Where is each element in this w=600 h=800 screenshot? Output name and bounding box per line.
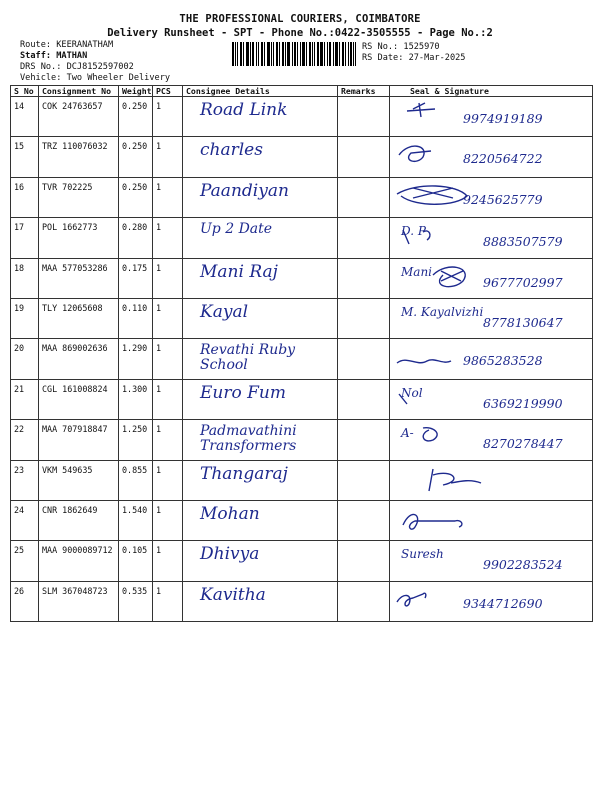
consignment-number: POL 1662773: [39, 218, 119, 258]
consignee-name-handwritten: Revathi Ruby School: [200, 342, 296, 374]
table-row: [11, 258, 593, 298]
consignee-details: [183, 97, 338, 137]
consignment-number: TRZ 110076032: [39, 137, 119, 177]
weight-value: 0.105: [119, 541, 153, 581]
weight-value: 0.175: [119, 258, 153, 298]
route-label: Route: KEERANATHAM: [20, 40, 114, 50]
remarks-cell: [338, 339, 390, 379]
consignee-details: [183, 258, 338, 298]
pieces-count: 1: [153, 500, 183, 540]
weight-value: 0.250: [119, 137, 153, 177]
remarks-cell: [338, 541, 390, 581]
consignee-details: [183, 218, 338, 258]
table-row: [11, 460, 593, 500]
consignee-details: [183, 339, 338, 379]
serial-number: 21: [11, 379, 39, 419]
runsheet-table: [10, 85, 593, 622]
consignment-number: SLM 367048723: [39, 581, 119, 621]
weight-value: 0.110: [119, 298, 153, 338]
consignment-number: MAA 869002636: [39, 339, 119, 379]
pieces-count: 1: [153, 339, 183, 379]
phone-handwritten: 8270278447: [483, 436, 563, 452]
consignee-name-handwritten: Up 2 Date: [200, 221, 273, 238]
pieces-count: 1: [153, 177, 183, 217]
seal-signature-cell: [390, 218, 593, 258]
seal-signature-cell: [390, 541, 593, 581]
serial-number: 19: [11, 298, 39, 338]
phone-handwritten: 9974919189: [463, 111, 543, 126]
consignee-name-handwritten: Padmavathini Transformers: [200, 423, 297, 455]
col-header-signature: Seal & Signature: [390, 86, 593, 97]
remarks-cell: [338, 500, 390, 540]
table-row: [11, 420, 593, 460]
phone-handwritten: 8883507579: [483, 234, 563, 250]
signature-scribble-icon: [393, 505, 593, 539]
seal-signature-cell: [390, 420, 593, 460]
serial-number: 22: [11, 420, 39, 460]
consignment-number: COK 24763657: [39, 97, 119, 137]
table-row: [11, 541, 593, 581]
phone-handwritten: 8220564722: [463, 151, 543, 167]
consignment-number: TLY 12065608: [39, 298, 119, 338]
signer-name-handwritten: Nol: [401, 385, 423, 400]
vehicle-label: Vehicle: Two Wheeler Delivery: [20, 73, 171, 83]
pieces-count: 1: [153, 581, 183, 621]
seal-signature-cell: [390, 460, 593, 500]
phone-handwritten: 9344712690: [463, 595, 543, 611]
weight-value: 1.300: [119, 379, 153, 419]
signature-scribble-icon: [393, 465, 593, 499]
table-row: [11, 298, 593, 338]
consignee-name-handwritten: Dhivya: [200, 544, 260, 565]
remarks-cell: [338, 177, 390, 217]
weight-value: 0.855: [119, 460, 153, 500]
seal-signature-cell: [390, 298, 593, 338]
consignee-details: [183, 541, 338, 581]
table-row: [11, 97, 593, 137]
rs-number: RS No.: 1525970: [362, 42, 440, 52]
pieces-count: 1: [153, 137, 183, 177]
signer-name-handwritten: D. P: [401, 224, 426, 239]
consignment-number: MAA 707918847: [39, 420, 119, 460]
pieces-count: 1: [153, 258, 183, 298]
consignee-details: [183, 460, 338, 500]
col-header-consignee: Consignee Details: [183, 86, 338, 97]
table-row: [11, 500, 593, 540]
table-row: [11, 379, 593, 419]
consignee-details: [183, 379, 338, 419]
seal-signature-cell: [390, 339, 593, 379]
pieces-count: 1: [153, 97, 183, 137]
remarks-cell: [338, 581, 390, 621]
signer-name-handwritten: A-: [401, 426, 414, 441]
serial-number: 20: [11, 339, 39, 379]
serial-number: 14: [11, 97, 39, 137]
signer-name-handwritten: Suresh: [401, 547, 444, 562]
remarks-cell: [338, 460, 390, 500]
table-row: [11, 137, 593, 177]
consignment-number: TVR 702225: [39, 177, 119, 217]
pieces-count: 1: [153, 541, 183, 581]
consignment-number: MAA 9000089712: [39, 541, 119, 581]
runsheet-subtitle: Delivery Runsheet - SPT - Phone No.:0422-3505555 - Page No.:2: [107, 27, 493, 39]
company-title: THE PROFESSIONAL COURIERS, COIMBATORE: [179, 13, 421, 25]
table-row: [11, 339, 593, 379]
serial-number: 17: [11, 218, 39, 258]
staff-label: Staff: MATHAN: [20, 51, 88, 61]
serial-number: 16: [11, 177, 39, 217]
phone-handwritten: 9865283528: [463, 353, 543, 369]
signer-name-handwritten: M. Kayalvizhi: [401, 304, 484, 319]
consignee-name-handwritten: Mohan: [200, 503, 260, 524]
seal-signature-cell: [390, 500, 593, 540]
phone-handwritten: 9677702997: [483, 274, 563, 290]
phone-handwritten: 9245625779: [463, 191, 543, 207]
serial-number: 15: [11, 137, 39, 177]
table-row: [11, 218, 593, 258]
consignee-name-handwritten: Kayal: [200, 301, 249, 322]
col-header-weight: Weight: [119, 86, 153, 97]
remarks-cell: [338, 137, 390, 177]
weight-value: 0.535: [119, 581, 153, 621]
serial-number: 25: [11, 541, 39, 581]
weight-value: 1.250: [119, 420, 153, 460]
seal-signature-cell: [390, 258, 593, 298]
remarks-cell: [338, 97, 390, 137]
signer-name-handwritten: Mani: [401, 264, 433, 279]
pieces-count: 1: [153, 420, 183, 460]
weight-value: 0.250: [119, 97, 153, 137]
serial-number: 18: [11, 258, 39, 298]
consignment-number: CGL 161008824: [39, 379, 119, 419]
table-row: [11, 581, 593, 621]
consignment-number: CNR 1862649: [39, 500, 119, 540]
consignee-name-handwritten: charles: [200, 140, 263, 161]
consignee-details: [183, 420, 338, 460]
col-header-pcs: PCS: [153, 86, 183, 97]
phone-handwritten: 8778130647: [483, 314, 563, 330]
col-header-sno: S No: [11, 86, 39, 97]
phone-handwritten: 9902283524: [483, 557, 563, 573]
serial-number: 26: [11, 581, 39, 621]
consignee-details: [183, 298, 338, 338]
pieces-count: 1: [153, 298, 183, 338]
barcode-image: [232, 42, 356, 66]
serial-number: 24: [11, 500, 39, 540]
table-row: [11, 177, 593, 217]
pieces-count: 1: [153, 379, 183, 419]
remarks-cell: [338, 218, 390, 258]
table-header-row: [11, 86, 593, 97]
pieces-count: 1: [153, 460, 183, 500]
remarks-cell: [338, 258, 390, 298]
phone-handwritten: 6369219990: [483, 395, 563, 411]
seal-signature-cell: [390, 581, 593, 621]
seal-signature-cell: [390, 379, 593, 419]
seal-signature-cell: [390, 137, 593, 177]
remarks-cell: [338, 298, 390, 338]
drs-label: DRS No.: DCJ8152597002: [20, 62, 134, 72]
weight-value: 1.290: [119, 339, 153, 379]
consignee-name-handwritten: Mani Raj: [200, 261, 278, 282]
consignee-details: [183, 177, 338, 217]
serial-number: 23: [11, 460, 39, 500]
rs-date: RS Date: 27-Mar-2025: [362, 53, 466, 63]
consignee-name-handwritten: Road Link: [200, 100, 288, 120]
remarks-cell: [338, 420, 390, 460]
weight-value: 1.540: [119, 500, 153, 540]
weight-value: 0.280: [119, 218, 153, 258]
consignee-name-handwritten: Thangaraj: [200, 463, 288, 484]
consignment-number: VKM 549635: [39, 460, 119, 500]
col-header-remarks: Remarks: [338, 86, 390, 97]
col-header-consignment: Consignment No: [39, 86, 119, 97]
consignee-details: [183, 581, 338, 621]
pieces-count: 1: [153, 218, 183, 258]
seal-signature-cell: [390, 97, 593, 137]
weight-value: 0.250: [119, 177, 153, 217]
consignee-name-handwritten: Kavitha: [200, 584, 266, 605]
consignee-details: [183, 137, 338, 177]
consignment-number: MAA 577053286: [39, 258, 119, 298]
consignee-details: [183, 500, 338, 540]
consignee-name-handwritten: Paandiyan: [200, 180, 289, 201]
remarks-cell: [338, 379, 390, 419]
consignee-name-handwritten: Euro Fum: [200, 382, 286, 403]
seal-signature-cell: [390, 177, 593, 217]
